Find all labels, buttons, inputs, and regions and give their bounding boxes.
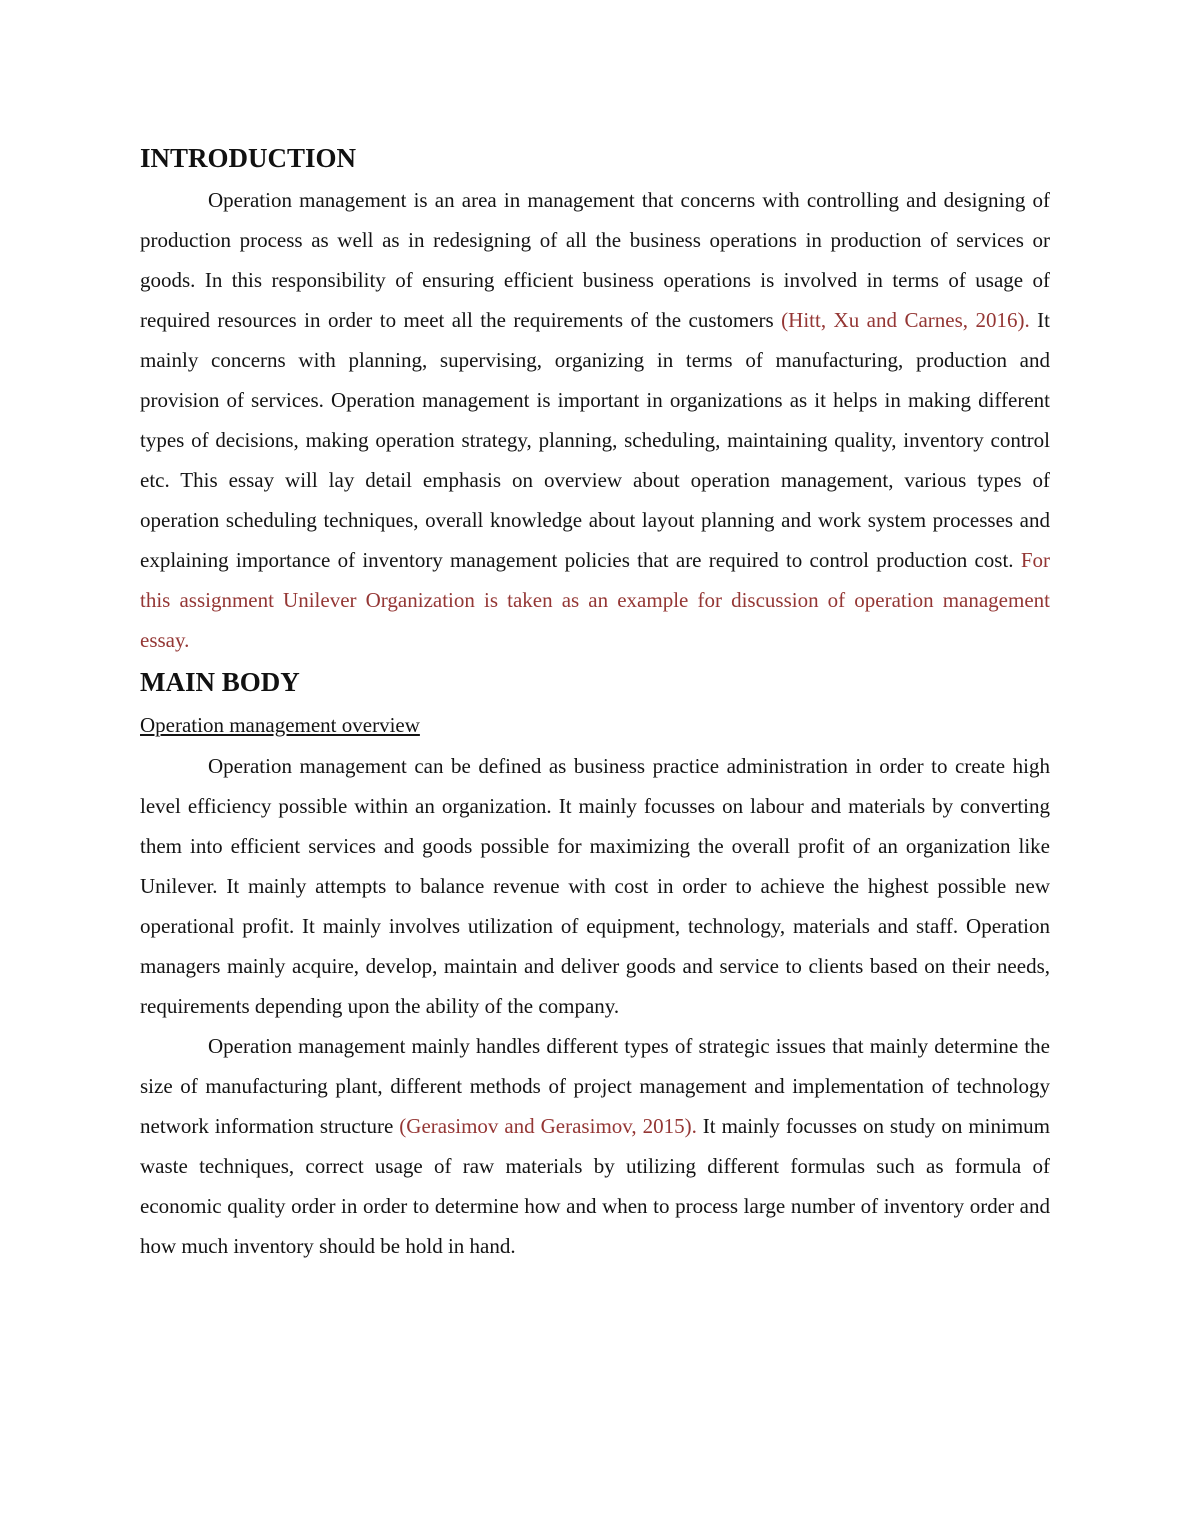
citation-gerasimov: (Gerasimov and Gerasimov, 2015). [399, 1114, 697, 1138]
strategic-text-1: Operation management mainly handles different types of strategic issues that mainly determine the size of manufacturing plant, different methods of project management and implementation of technology network information structure [140, 1034, 1050, 1138]
intro-text-2: It mainly concerns with planning, supervising, organizing in terms of manufacturing, production and provision of services. Operation management is important in organizations as it helps in making different types of decisions, making operation strategy, planning, scheduling, maintaining quality, inventory control etc. This essay will lay detail emphasis on overview about operation management, various types of operation scheduling techniques, overall knowledge about layout planning and work system processes and explaining importance of inventory management policies that are required to control production cost. [140, 308, 1051, 572]
strategic-text-2: It mainly focusses on study on minimum waste techniques, correct usage of raw materials by utilizing different formulas such as formula of economic quality order in order to determine how and when to process large number of inventory order and how much inventory should be hold in hand. [140, 1114, 1050, 1258]
heading-main-body: MAIN BODY [140, 667, 300, 697]
strategic-issues-paragraph [140, 1026, 1050, 1266]
heading-introduction: INTRODUCTION [140, 143, 357, 173]
citation-hitt-xu-carnes: (Hitt, Xu and Carnes, 2016). [781, 308, 1030, 332]
overview-paragraph: Operation management can be defined as business practice administration in order to create high level efficiency possible within an organization. It mainly focusses on labour and materials by converting them into efficient services and goods possible for maximizing the overall profit of an organization like Unilever. It mainly attempts to balance revenue with cost in order to achieve the highest possible new operational profit. It mainly involves utilization of equipment, technology, materials and staff. Operation managers mainly acquire, develop, maintain and deliver goods and service to clients based on their needs, requirements depending upon the ability of the company. [140, 754, 1050, 1018]
subheading-operation-management-overview: Operation management overview [140, 713, 420, 737]
intro-text-1: Operation management is an area in management that concerns with controlling and designing of production process as well as in redesigning of all the business operations in production of services or goods. In this responsibility of ensuring efficient business operations is involved in terms of usage of required resources in order to meet all the requirements of the customers [140, 188, 1050, 332]
intro-paragraph [140, 180, 1050, 660]
unilever-example-note: For this assignment Unilever Organization is taken as an example for discussion of operation management essay. [140, 548, 1050, 652]
